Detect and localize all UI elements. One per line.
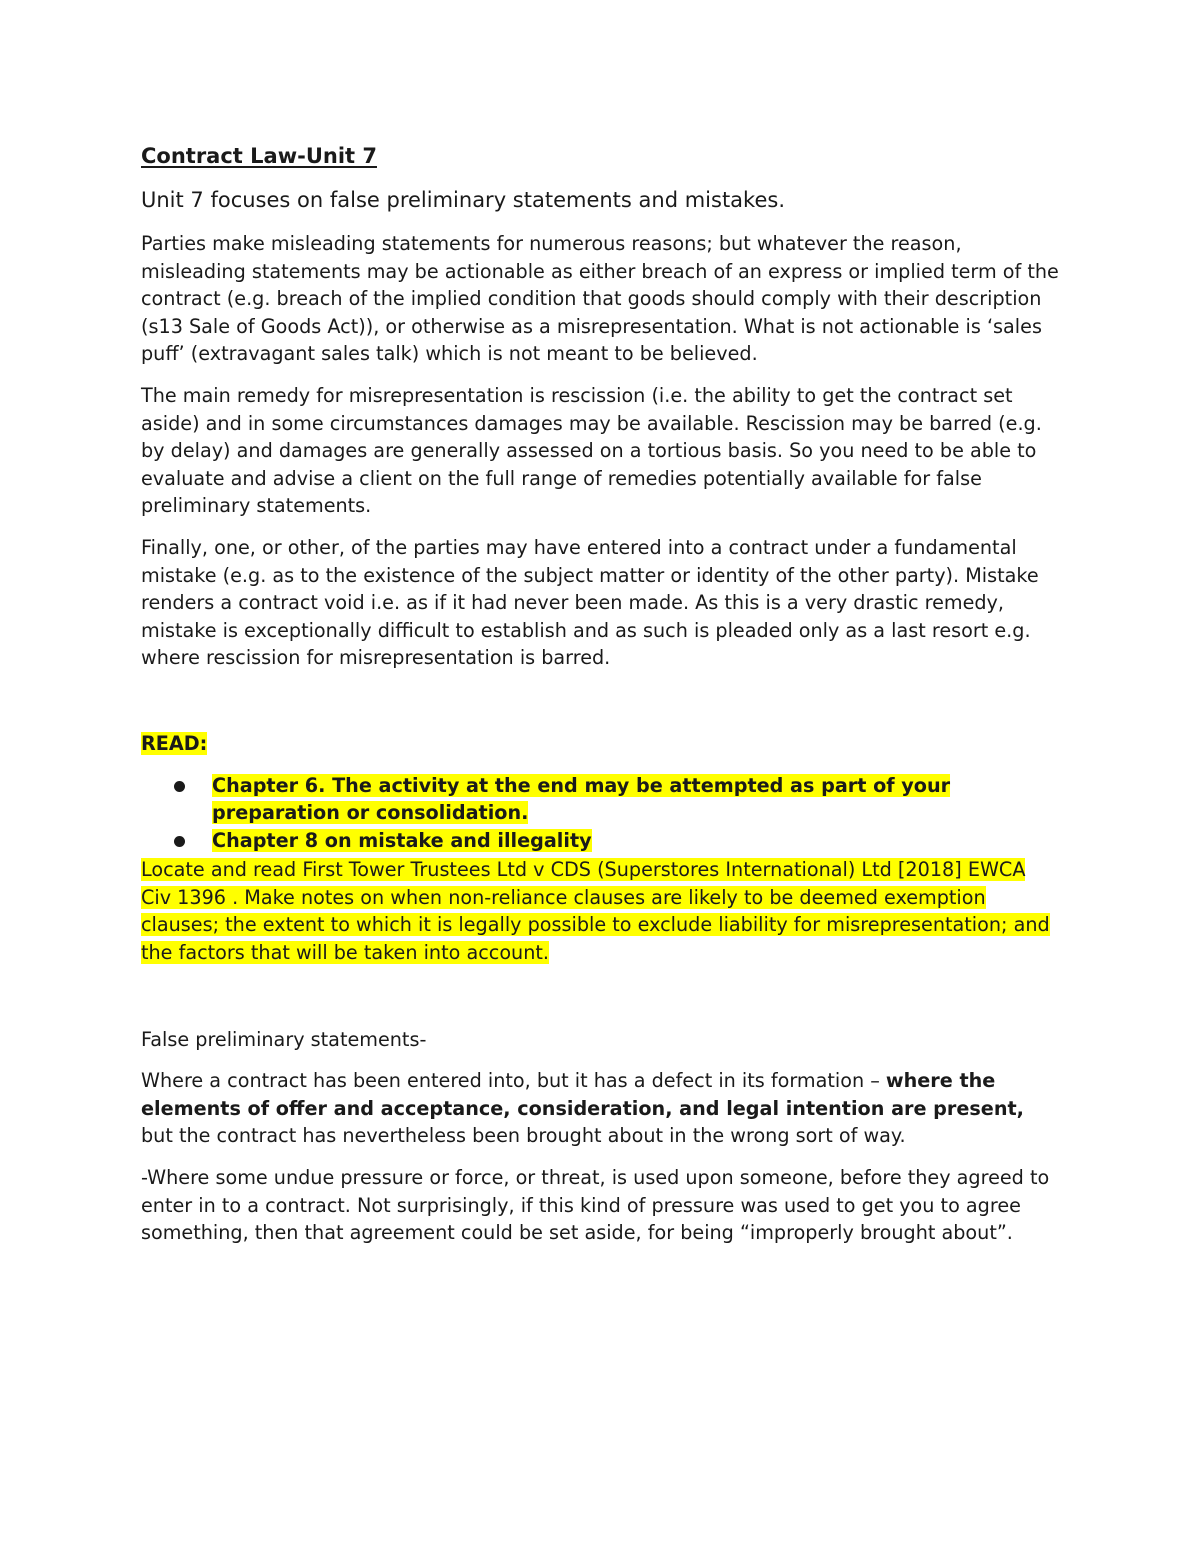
section-heading-false-statements: False preliminary statements- <box>141 1027 427 1051</box>
document-subtitle: Unit 7 focuses on false preliminary statements and mistakes. <box>141 188 785 212</box>
paragraph-defect-formation: Where a contract has been entered into, but it has a defect in its formation – where the elements of offer and acceptance, consideration, and legal intention are present, but the contract has nevertheless been brought about in the wrong sort of way. <box>141 1069 1024 1148</box>
read-task: Locate and read First Tower Trustees Ltd v CDS (Superstores International) Ltd [2018] EWCA Civ 1396 . Make notes on when non-reliance clauses are likely to be deemed exemption clauses; the extent to which it is legally possible to exclude liability for misrepresentation; and the factors that will be taken into account. <box>141 858 1050 965</box>
read-list <box>141 772 1061 855</box>
document-title: Contract Law-Unit 7 <box>141 144 377 168</box>
bullet-icon <box>174 836 185 847</box>
read-section-label: READ: <box>141 731 208 755</box>
paragraph-misleading-statements: Parties make misleading statements for numerous reasons; but whatever the reason, misleading statements may be actionable as either breach of an express or implied term of the contract (e.g. breach of the implied condition that goods should comply with their description (s13 Sale of Goods Act)), or otherwise as a misrepresentation. What is not actionable is ‘sales puff’ (extravagant sales talk) which is not meant to be believed. <box>141 232 1059 366</box>
bullet-icon <box>174 781 185 792</box>
document-page <box>141 140 1061 1247</box>
paragraph-remedies: The main remedy for misrepresentation is rescission (i.e. the ability to get the contract set aside) and in some circumstances damages may be available. Rescission may be barred (e.g. by delay) and damages are generally assessed on a tortious basis. So you need to be able to evaluate and advise a client on the full range of remedies potentially available for false preliminary statements. <box>141 383 1042 518</box>
paragraph-undue-pressure: -Where some undue pressure or force, or threat, is used upon someone, before they agreed to enter in to a contract. Not surprisingly, if this kind of pressure was used to get you to agree something, then that agreement could be set aside, for being “improperly brought about”. <box>141 1166 1050 1245</box>
read-list-item: Chapter 8 on mistake and illegality <box>141 827 1061 855</box>
read-list-item: Chapter 6. The activity at the end may be attempted as part of your preparation or consolidation. <box>141 772 1061 827</box>
bold-elements-present: where the elements of offer and acceptance, consideration, and legal intention are present, <box>141 1069 1024 1120</box>
paragraph-mistake: Finally, one, or other, of the parties may have entered into a contract under a fundamental mistake (e.g. as to the existence of the subject matter or identity of the other party). Mistake renders a contract void i.e. as if it had never been made. As this is a very drastic remedy, mistake is exceptionally difficult to establish and as such is pleaded only as a last resort e.g. where rescission for misrepresentation is barred. <box>141 535 1039 670</box>
